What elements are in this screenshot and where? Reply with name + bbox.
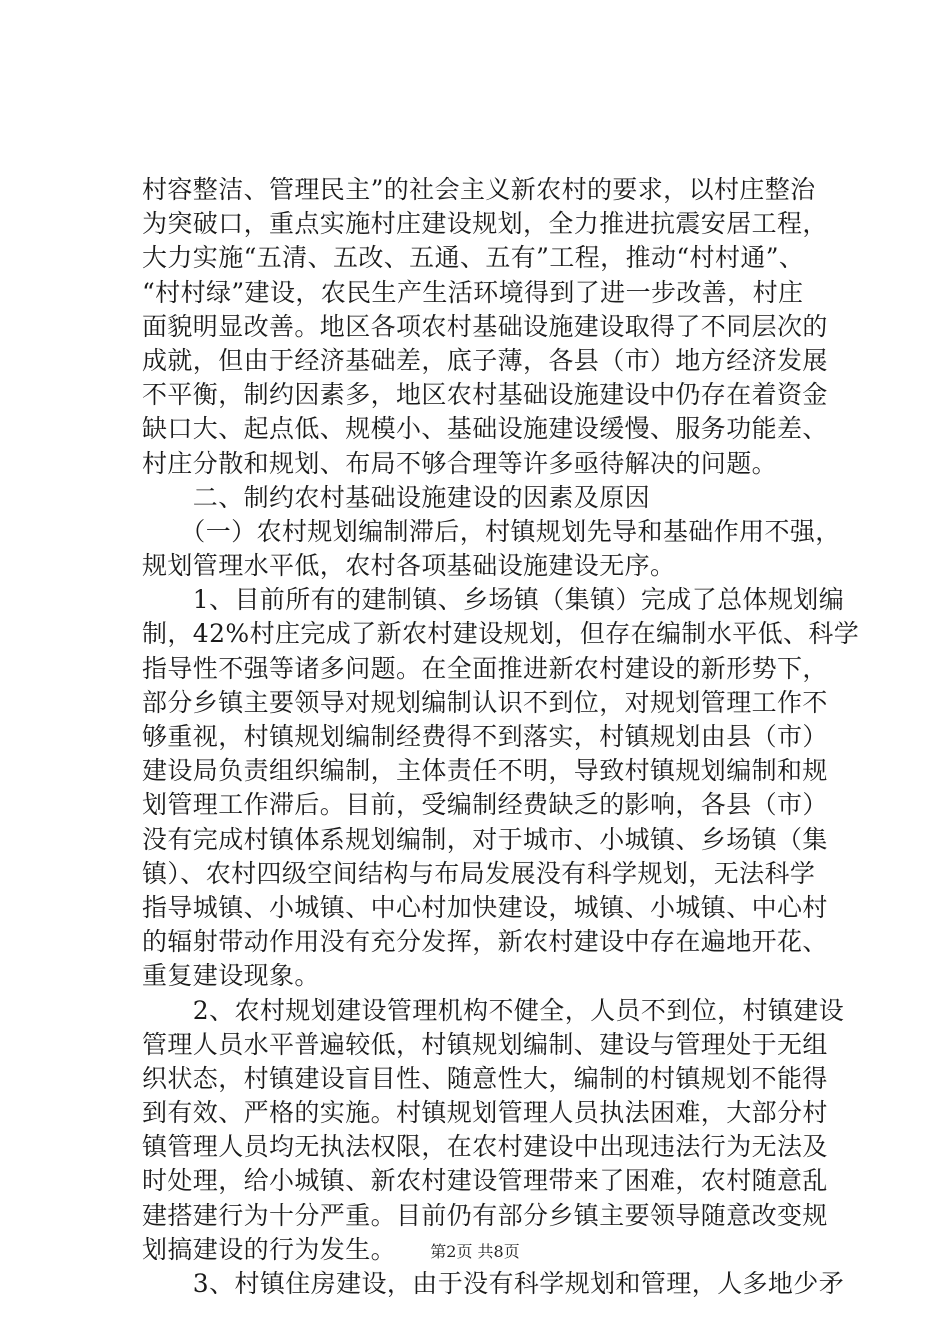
text-line: 够重视，村镇规划编制经费得不到落实，村镇规划由县（市）: [142, 722, 828, 751]
text-line: 指导性不强等诸多问题。在全面推进新农村建设的新形势下，: [142, 653, 828, 683]
text-line: 重复建设现象。: [142, 961, 320, 991]
text-line: 规划管理水平低，农村各项基础设施建设无序。: [142, 551, 676, 581]
text-line: 建搭建行为十分严重。目前仍有部分乡镇主要领导随意改变规: [142, 1200, 828, 1230]
text-line: 的辐射带动作用没有充分发挥，新农村建设中存在遍地开花、: [142, 927, 828, 957]
text-line: 缺口大、起点低、规模小、基础设施建设缓慢、服务功能差、: [142, 414, 828, 444]
text-line: 划管理工作滞后。目前，受编制经费缺乏的影响，各县（市）: [142, 790, 828, 820]
text-line: 面貌明显改善。地区各项农村基础设施建设取得了不同层次的: [142, 311, 828, 341]
text-line: 制，42%村庄完成了新农村建设规划，但存在编制水平低、科学: [142, 619, 860, 649]
text-line: 划搞建设的行为发生。: [142, 1234, 397, 1264]
text-line: 大力实施“五清、五改、五通、五有”工程，推动“村村通”、: [142, 243, 805, 273]
text-line: 织状态，村镇建设盲目性、随意性大，编制的村镇规划不能得: [142, 1063, 828, 1093]
text-line: 指导城镇、小城镇、中心村加快建设，城镇、小城镇、中心村: [142, 892, 828, 922]
text-line: 镇）、农村四级空间结构与布局发展没有科学规划，无法科学: [142, 858, 816, 888]
text-line: 村庄分散和规划、布局不够合理等许多亟待解决的问题。: [142, 448, 778, 478]
text-line: 不平衡，制约因素多，地区农村基础设施建设中仍存在着资金: [142, 380, 828, 410]
text-line: 部分乡镇主要领导对规划编制认识不到位，对规划管理工作不: [142, 687, 828, 717]
text-line: 村容整洁、管理民主”的社会主义新农村的要求，以村庄整治: [142, 175, 816, 204]
text-line: “村村绿”建设，农民生产生活环境得到了进一步改善，村庄: [142, 277, 804, 307]
document-body: [142, 173, 860, 1301]
page-footer: 第2页 共8页: [430, 1242, 520, 1261]
subsection-heading: （一）农村规划编制滞后，村镇规划先导和基础作用不强，: [142, 516, 841, 546]
text-line: 3、村镇住房建设，由于没有科学规划和管理，人多地少矛: [142, 1269, 845, 1298]
text-line: 镇管理人员均无执法权限，在农村建设中出现违法行为无法及: [142, 1132, 828, 1162]
text-line: 1、目前所有的建制镇、乡场镇（集镇）完成了总体规划编: [142, 585, 845, 615]
text-line: 到有效、严格的实施。村镇规划管理人员执法困难，大部分村: [142, 1098, 828, 1128]
text-line: 没有完成村镇体系规划编制，对于城市、小城镇、乡场镇（集: [142, 824, 828, 854]
section-heading: 二、制约农村基础设施建设的因素及原因: [142, 482, 651, 512]
text-line: 成就，但由于经济基础差，底子薄，各县（市）地方经济发展: [142, 345, 828, 375]
text-line: 管理人员水平普遍较低，村镇规划编制、建设与管理处于无组: [142, 1029, 828, 1059]
text-line: 时处理，给小城镇、新农村建设管理带来了困难，农村随意乱: [142, 1166, 828, 1196]
text-line: 建设局负责组织编制，主体责任不明，导致村镇规划编制和规: [142, 756, 828, 786]
text-line: 2、农村规划建设管理机构不健全，人员不到位，村镇建设: [142, 995, 845, 1025]
text-line: 为突破口，重点实施村庄建设规划，全力推进抗震安居工程，: [142, 209, 828, 239]
